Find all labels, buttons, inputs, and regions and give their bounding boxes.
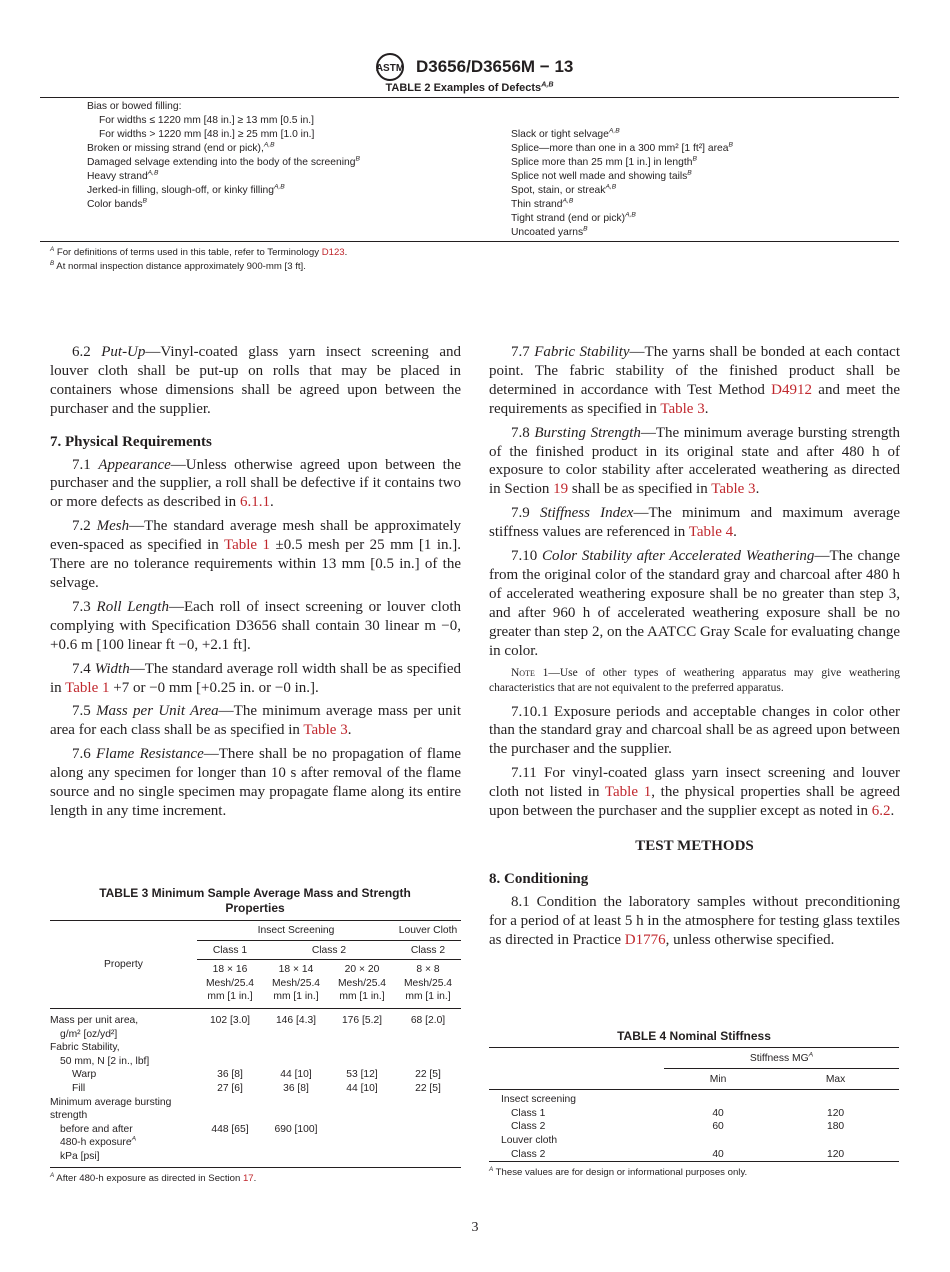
table4-title: TABLE 4 Nominal Stiffness xyxy=(617,1029,771,1043)
defect-text: Color bands xyxy=(87,199,143,210)
cell xyxy=(772,1090,899,1107)
text-run: For definitions of terms used in this table, refer to Terminology xyxy=(54,247,322,258)
superscript: A xyxy=(131,1135,137,1143)
superscript: B xyxy=(50,259,55,267)
text-run: These values are for design or informational purposes only. xyxy=(493,1167,748,1179)
louver-class2-header: Class 2 xyxy=(395,940,461,960)
superscript: B xyxy=(692,155,697,163)
defect-item xyxy=(87,100,360,114)
cell: 40 xyxy=(712,1148,724,1160)
text-run: 7.1 xyxy=(72,456,99,473)
superscript: A,B xyxy=(562,197,574,205)
row-label: 50 mm, N [2 in., lbf] xyxy=(60,1055,150,1067)
defect-item xyxy=(87,128,360,142)
text-run: . xyxy=(347,722,352,739)
text-run: 7.5 xyxy=(72,703,97,720)
table-row xyxy=(489,1134,899,1148)
cross-reference-link[interactable]: Table 3 xyxy=(303,722,348,739)
cell: 22 [5] xyxy=(415,1069,441,1081)
defect-text: Jerked-in filling, slough-off, or kinky filling xyxy=(87,185,274,196)
cell: 40 xyxy=(712,1107,724,1119)
cross-reference-link[interactable]: 6.1.1 xyxy=(239,494,270,511)
group-insect-screening: Insect Screening xyxy=(197,921,395,941)
cross-reference-link[interactable]: 6.2 xyxy=(871,803,891,820)
cross-reference-link[interactable]: Table 1 xyxy=(223,537,271,554)
defect-item xyxy=(511,128,733,142)
superscript: A,B xyxy=(608,127,620,135)
left-column xyxy=(50,343,461,826)
table-row xyxy=(489,1107,899,1121)
text-run: 7.3 xyxy=(72,598,97,615)
paragraph xyxy=(489,424,900,500)
superscript: B xyxy=(728,141,733,149)
text-run: Bursting Strength xyxy=(534,424,641,441)
text-run: —The minimum and maximum average stiffness values are referenced in xyxy=(489,505,900,541)
page-number: 3 xyxy=(471,1220,479,1235)
text-run: and meet the requirements as specified in xyxy=(489,381,900,417)
cell: 180 xyxy=(826,1121,845,1133)
row-label: g/m² [oz/yd²] xyxy=(60,1028,118,1040)
cell: 690 [100] xyxy=(274,1123,318,1135)
defect-item xyxy=(87,114,360,128)
table2-right-list xyxy=(511,128,733,240)
cross-reference-link[interactable]: Table 3 xyxy=(711,481,756,498)
row-label: Minimum average bursting strength xyxy=(50,1096,172,1122)
paragraph xyxy=(489,547,900,660)
mesh-header: 18 × 14 Mesh/25.4 mm [1 in.] xyxy=(263,960,329,1009)
defect-item xyxy=(511,226,733,240)
cell: 22 [5] xyxy=(415,1082,441,1094)
text-run: ±0.5 mesh per 25 mm [1 in.]. There are no tolerance requirements within 13 mm [0.5 in.] of the selvage. xyxy=(50,537,461,591)
note xyxy=(489,666,900,696)
text-run: —The change from the original color of the standard gray and charcoal after 480 h of accelerated weathering exposure shall be no greater than step 3, and after 960 h of accelerated weathering exposure shall be no greater than step 2, on the AATCC Gray Scale for evaluating change in color. xyxy=(489,548,901,659)
text-run: —Unless otherwise agreed upon between the purchaser and the supplier, a roll shall be defective if it contains two or more defects as described in xyxy=(50,456,461,511)
property-header: Property xyxy=(50,921,197,1009)
text-run: 8.1 Condition the laboratory samples without preconditioning for a period of at least 5 h in the atmosphere for testing glass textiles as directed in Practice xyxy=(489,893,900,948)
class2-header: Class 2 xyxy=(263,940,395,960)
text-run: . xyxy=(755,481,760,498)
defect-item xyxy=(511,198,733,212)
text-run: —The minimum average bursting strength of the finished product in its original state and after 480 h of exposure to color stability after accelerated weathering as directed in Section xyxy=(489,424,901,498)
cell xyxy=(772,1134,899,1148)
table3-title: TABLE 3 Minimum Sample Average Mass and Strength Properties xyxy=(99,886,411,915)
paragraph xyxy=(50,456,461,513)
paragraph xyxy=(489,703,900,760)
table-row xyxy=(489,1120,899,1134)
cross-reference-link[interactable]: Table 4 xyxy=(688,524,734,541)
text-run: Appearance xyxy=(98,456,171,473)
text-run: —The minimum average mass per unit area for each class shall be as specified in xyxy=(50,703,461,739)
text-run: . xyxy=(733,524,737,541)
paragraph xyxy=(50,517,461,593)
row-label: Class 2 xyxy=(511,1121,546,1133)
table4-grid xyxy=(489,1047,899,1162)
defect-text: Splice more than 25 mm [1 in.] in length xyxy=(511,157,693,168)
text-run: Put-Up xyxy=(101,344,146,360)
cell: 53 [12] xyxy=(346,1069,378,1081)
paragraph xyxy=(50,598,461,655)
text-run: . xyxy=(890,803,895,820)
defect-text: For widths > 1220 mm [48 in.] ≥ 25 mm [1.0 in.] xyxy=(99,129,315,140)
table4-footnote xyxy=(489,1166,899,1180)
text-run: , the physical properties shall be agreed upon between the purchaser and the supplier except as noted in xyxy=(489,784,900,820)
group-louver-cloth: Louver Cloth xyxy=(395,921,461,941)
cross-reference-link[interactable]: 17 xyxy=(242,1172,254,1184)
defect-text: For widths ≤ 1220 mm [48 in.] ≥ 13 mm [0.5 in.] xyxy=(99,115,315,126)
footnote-a xyxy=(50,246,347,260)
text-run: Note xyxy=(511,666,535,679)
text-run: . xyxy=(344,247,348,258)
superscript: A,B xyxy=(605,183,617,191)
defect-item xyxy=(511,184,733,198)
cross-reference-link[interactable]: D123 xyxy=(321,247,345,258)
cell: 120 xyxy=(826,1148,845,1160)
defect-text: Uncoated yarns xyxy=(511,227,584,238)
superscript: A,B xyxy=(541,80,554,89)
table3-footnote xyxy=(50,1172,461,1186)
table2-title xyxy=(40,82,899,94)
text-run: 6.2 xyxy=(72,344,102,360)
stiffness-header xyxy=(664,1048,899,1069)
table2-left-list xyxy=(87,100,360,212)
cross-reference-link[interactable]: Table 1 xyxy=(65,679,110,696)
row-label: Class 2 xyxy=(511,1148,546,1160)
cell: 36 [8] xyxy=(283,1082,309,1094)
cell: 176 [5.2] xyxy=(341,1014,383,1026)
footnote-b xyxy=(50,260,347,274)
superscript: B xyxy=(142,197,147,205)
cross-reference-link[interactable]: D1776 xyxy=(624,931,666,948)
defect-item xyxy=(87,198,360,212)
cross-reference-link[interactable]: 19 xyxy=(553,481,569,498)
text-run: . xyxy=(269,494,274,511)
row-label: Fill xyxy=(72,1082,86,1094)
section-heading xyxy=(489,837,900,856)
astm-logo-icon xyxy=(372,52,408,82)
defect-text: Heavy strand xyxy=(87,171,148,182)
text-run: TEST METHODS xyxy=(635,837,754,854)
defect-text: Tight strand (end or pick) xyxy=(511,213,626,224)
section-heading xyxy=(50,433,461,452)
defect-item xyxy=(87,184,360,198)
cell: 68 [2.0] xyxy=(410,1014,446,1026)
cell: 102 [3.0] xyxy=(209,1014,251,1026)
defect-item xyxy=(87,170,360,184)
defect-text: Splice—more than one in a 300 mm² [1 ft²] area xyxy=(511,143,729,154)
text-run: 8. Conditioning xyxy=(489,870,589,887)
text-run: Mass per Unit Area xyxy=(96,703,219,720)
table-row xyxy=(489,1148,899,1162)
text-run: —There shall be no propagation of flame along any specimen for longer than 10 s after removal of the flame source and no single specimen may propagate flame along its entire length in any time increment. xyxy=(50,746,462,819)
defect-text: Thin strand xyxy=(511,199,563,210)
text-run: 7.10 xyxy=(511,548,543,565)
text-run: —The standard average roll width shall be as specified in xyxy=(50,660,462,696)
stiffness-header-text: Stiffness MG xyxy=(749,1053,809,1064)
table2-footnotes xyxy=(50,246,347,273)
table2-defects xyxy=(40,97,899,242)
cell: 448 [65] xyxy=(211,1123,249,1135)
text-run: 7.11 For vinyl-coated glass yarn insect screening and louver cloth not listed in xyxy=(489,765,900,801)
paragraph xyxy=(489,343,900,419)
text-run: , unless otherwise specified. xyxy=(665,931,835,948)
text-run: 7. Physical Requirements xyxy=(50,433,212,450)
text-run: 7.10.1 Exposure periods and acceptable changes in color other than the standard gray and charcoal shall be as agreed upon between the purchaser and the supplier. xyxy=(489,703,900,758)
table-row xyxy=(50,1096,461,1167)
row-label: Class 1 xyxy=(511,1107,546,1119)
svg-text:ASTM: ASTM xyxy=(375,63,405,74)
cross-reference-link[interactable]: Table 1 xyxy=(604,784,652,801)
cell: 36 [8] xyxy=(217,1069,243,1081)
row-label: Louver cloth xyxy=(501,1134,558,1146)
table3 xyxy=(50,920,461,1185)
defect-item xyxy=(87,142,360,156)
text-run: . xyxy=(253,1172,257,1184)
cell: 120 xyxy=(826,1107,845,1119)
paragraph xyxy=(50,745,461,821)
table4-body xyxy=(489,1090,899,1162)
table-row xyxy=(50,1082,461,1096)
text-run: —Each roll of insect screening or louver cloth complying with Specification D3656 shall contain 30 linear m −0, +0.6 m [100 linear ft −0, +2.1 ft]. xyxy=(50,598,462,653)
table-row xyxy=(489,1090,899,1107)
cell: 44 [10] xyxy=(280,1069,312,1081)
text-run: 7.6 xyxy=(72,746,97,763)
superscript: B xyxy=(583,225,588,233)
text-run: Mesh xyxy=(96,518,130,535)
min-header: Min xyxy=(709,1073,727,1085)
row-label: before and after xyxy=(60,1123,133,1135)
mesh-header: 18 × 16 Mesh/25.4 mm [1 in.] xyxy=(197,960,263,1009)
mesh-header: 20 × 20 Mesh/25.4 mm [1 in.] xyxy=(329,960,395,1009)
cross-reference-link[interactable]: Table 3 xyxy=(660,400,705,417)
defect-text: Broken or missing strand (end or pick), xyxy=(87,143,264,154)
defect-item xyxy=(87,156,360,170)
class1-header: Class 1 xyxy=(197,940,263,960)
text-run: —The yarns shall be bonded at each contact point. The fabric stability of the finished product shall be determined in accordance with Test Method xyxy=(489,344,900,398)
right-column xyxy=(489,343,900,954)
text-run: 7.8 xyxy=(511,424,535,441)
row-label: 480-h exposure xyxy=(60,1137,132,1149)
text-run: 7.4 xyxy=(72,660,95,677)
cell: 44 [10] xyxy=(346,1082,378,1094)
defect-item xyxy=(511,170,733,184)
text-run: —The standard average mesh shall be approximately even-spaced as specified in xyxy=(50,518,461,554)
table3-grid xyxy=(50,920,461,1168)
paragraph xyxy=(489,893,900,950)
defect-text: Splice not well made and showing tails xyxy=(511,171,688,182)
defect-item xyxy=(511,142,733,156)
superscript: A,B xyxy=(273,183,285,191)
text-run: Flame Resistance xyxy=(96,746,204,763)
text-run: —Vinyl-coated glass yarn insect screening and louver cloth shall be put-up on rolls that may be placed in containers whose dimensions shall be agreed upon between the purchaser and the supplier. xyxy=(50,344,461,417)
cell: 27 [6] xyxy=(217,1082,243,1094)
row-label: kPa [psi] xyxy=(60,1150,100,1162)
paragraph xyxy=(50,343,461,419)
text-run: shall be as specified in xyxy=(568,481,712,498)
text-run: 1—Use of other types of weathering apparatus may give weathering characteristics that are not equivalent to the preferred apparatus. xyxy=(489,666,900,694)
defect-text: Bias or bowed filling: xyxy=(87,101,182,112)
text-run: 7.7 xyxy=(511,344,535,360)
text-run: At normal inspection distance approximately 900-mm [3 ft]. xyxy=(54,260,306,272)
mesh-header: 8 × 8 Mesh/25.4 mm [1 in.] xyxy=(395,960,461,1009)
superscript: A,B xyxy=(263,141,275,149)
paragraph xyxy=(50,660,461,698)
cell: 60 xyxy=(712,1121,724,1133)
paragraph xyxy=(50,702,461,740)
table2-title-text: TABLE 2 Examples of Defects xyxy=(385,82,542,94)
row-label: Warp xyxy=(72,1069,97,1081)
text-run: Fabric Stability xyxy=(534,344,630,360)
superscript: A xyxy=(50,245,55,253)
text-run: Roll Length xyxy=(96,598,169,615)
cross-reference-link[interactable]: D4912 xyxy=(771,381,812,398)
paragraph xyxy=(489,764,900,821)
defect-text: Spot, stain, or streak xyxy=(511,185,606,196)
document-header xyxy=(372,52,573,82)
section-heading xyxy=(489,870,900,889)
cell xyxy=(664,1134,772,1148)
superscript: A xyxy=(489,1165,494,1173)
table-row xyxy=(50,1041,461,1068)
superscript: B xyxy=(355,155,360,163)
text-run: Width xyxy=(94,660,130,677)
superscript: A xyxy=(808,1051,814,1059)
cell: 146 [4.3] xyxy=(275,1014,317,1026)
row-label: Mass per unit area, xyxy=(50,1014,139,1026)
paragraph xyxy=(489,504,900,542)
defect-item xyxy=(511,212,733,226)
row-label: Insect screening xyxy=(501,1094,576,1106)
table4 xyxy=(489,1047,899,1180)
superscript: A,B xyxy=(147,169,159,177)
defect-text: Slack or tight selvage xyxy=(511,129,609,140)
table-row xyxy=(50,1008,461,1041)
superscript: A xyxy=(50,1171,55,1179)
table-row xyxy=(50,1068,461,1082)
text-run: 7.9 xyxy=(511,505,540,522)
text-run: Stiffness Index xyxy=(539,505,634,522)
superscript: A,B xyxy=(625,211,636,219)
document-designation: D3656/D3656M − 13 xyxy=(416,57,574,76)
row-label: Fabric Stability, xyxy=(50,1042,120,1054)
defect-item xyxy=(511,156,733,170)
superscript: B xyxy=(687,169,692,177)
cell xyxy=(664,1090,772,1107)
defect-text: Damaged selvage extending into the body of the screening xyxy=(87,157,356,168)
text-run: . xyxy=(704,400,709,417)
text-run: Color Stability after Accelerated Weathering xyxy=(542,548,815,565)
text-run: +7 or −0 mm [+0.25 in. or −0 in.]. xyxy=(109,679,319,696)
text-run: After 480-h exposure as directed in Section xyxy=(54,1172,243,1184)
max-header: Max xyxy=(825,1073,846,1085)
text-run: 7.2 xyxy=(72,518,97,535)
